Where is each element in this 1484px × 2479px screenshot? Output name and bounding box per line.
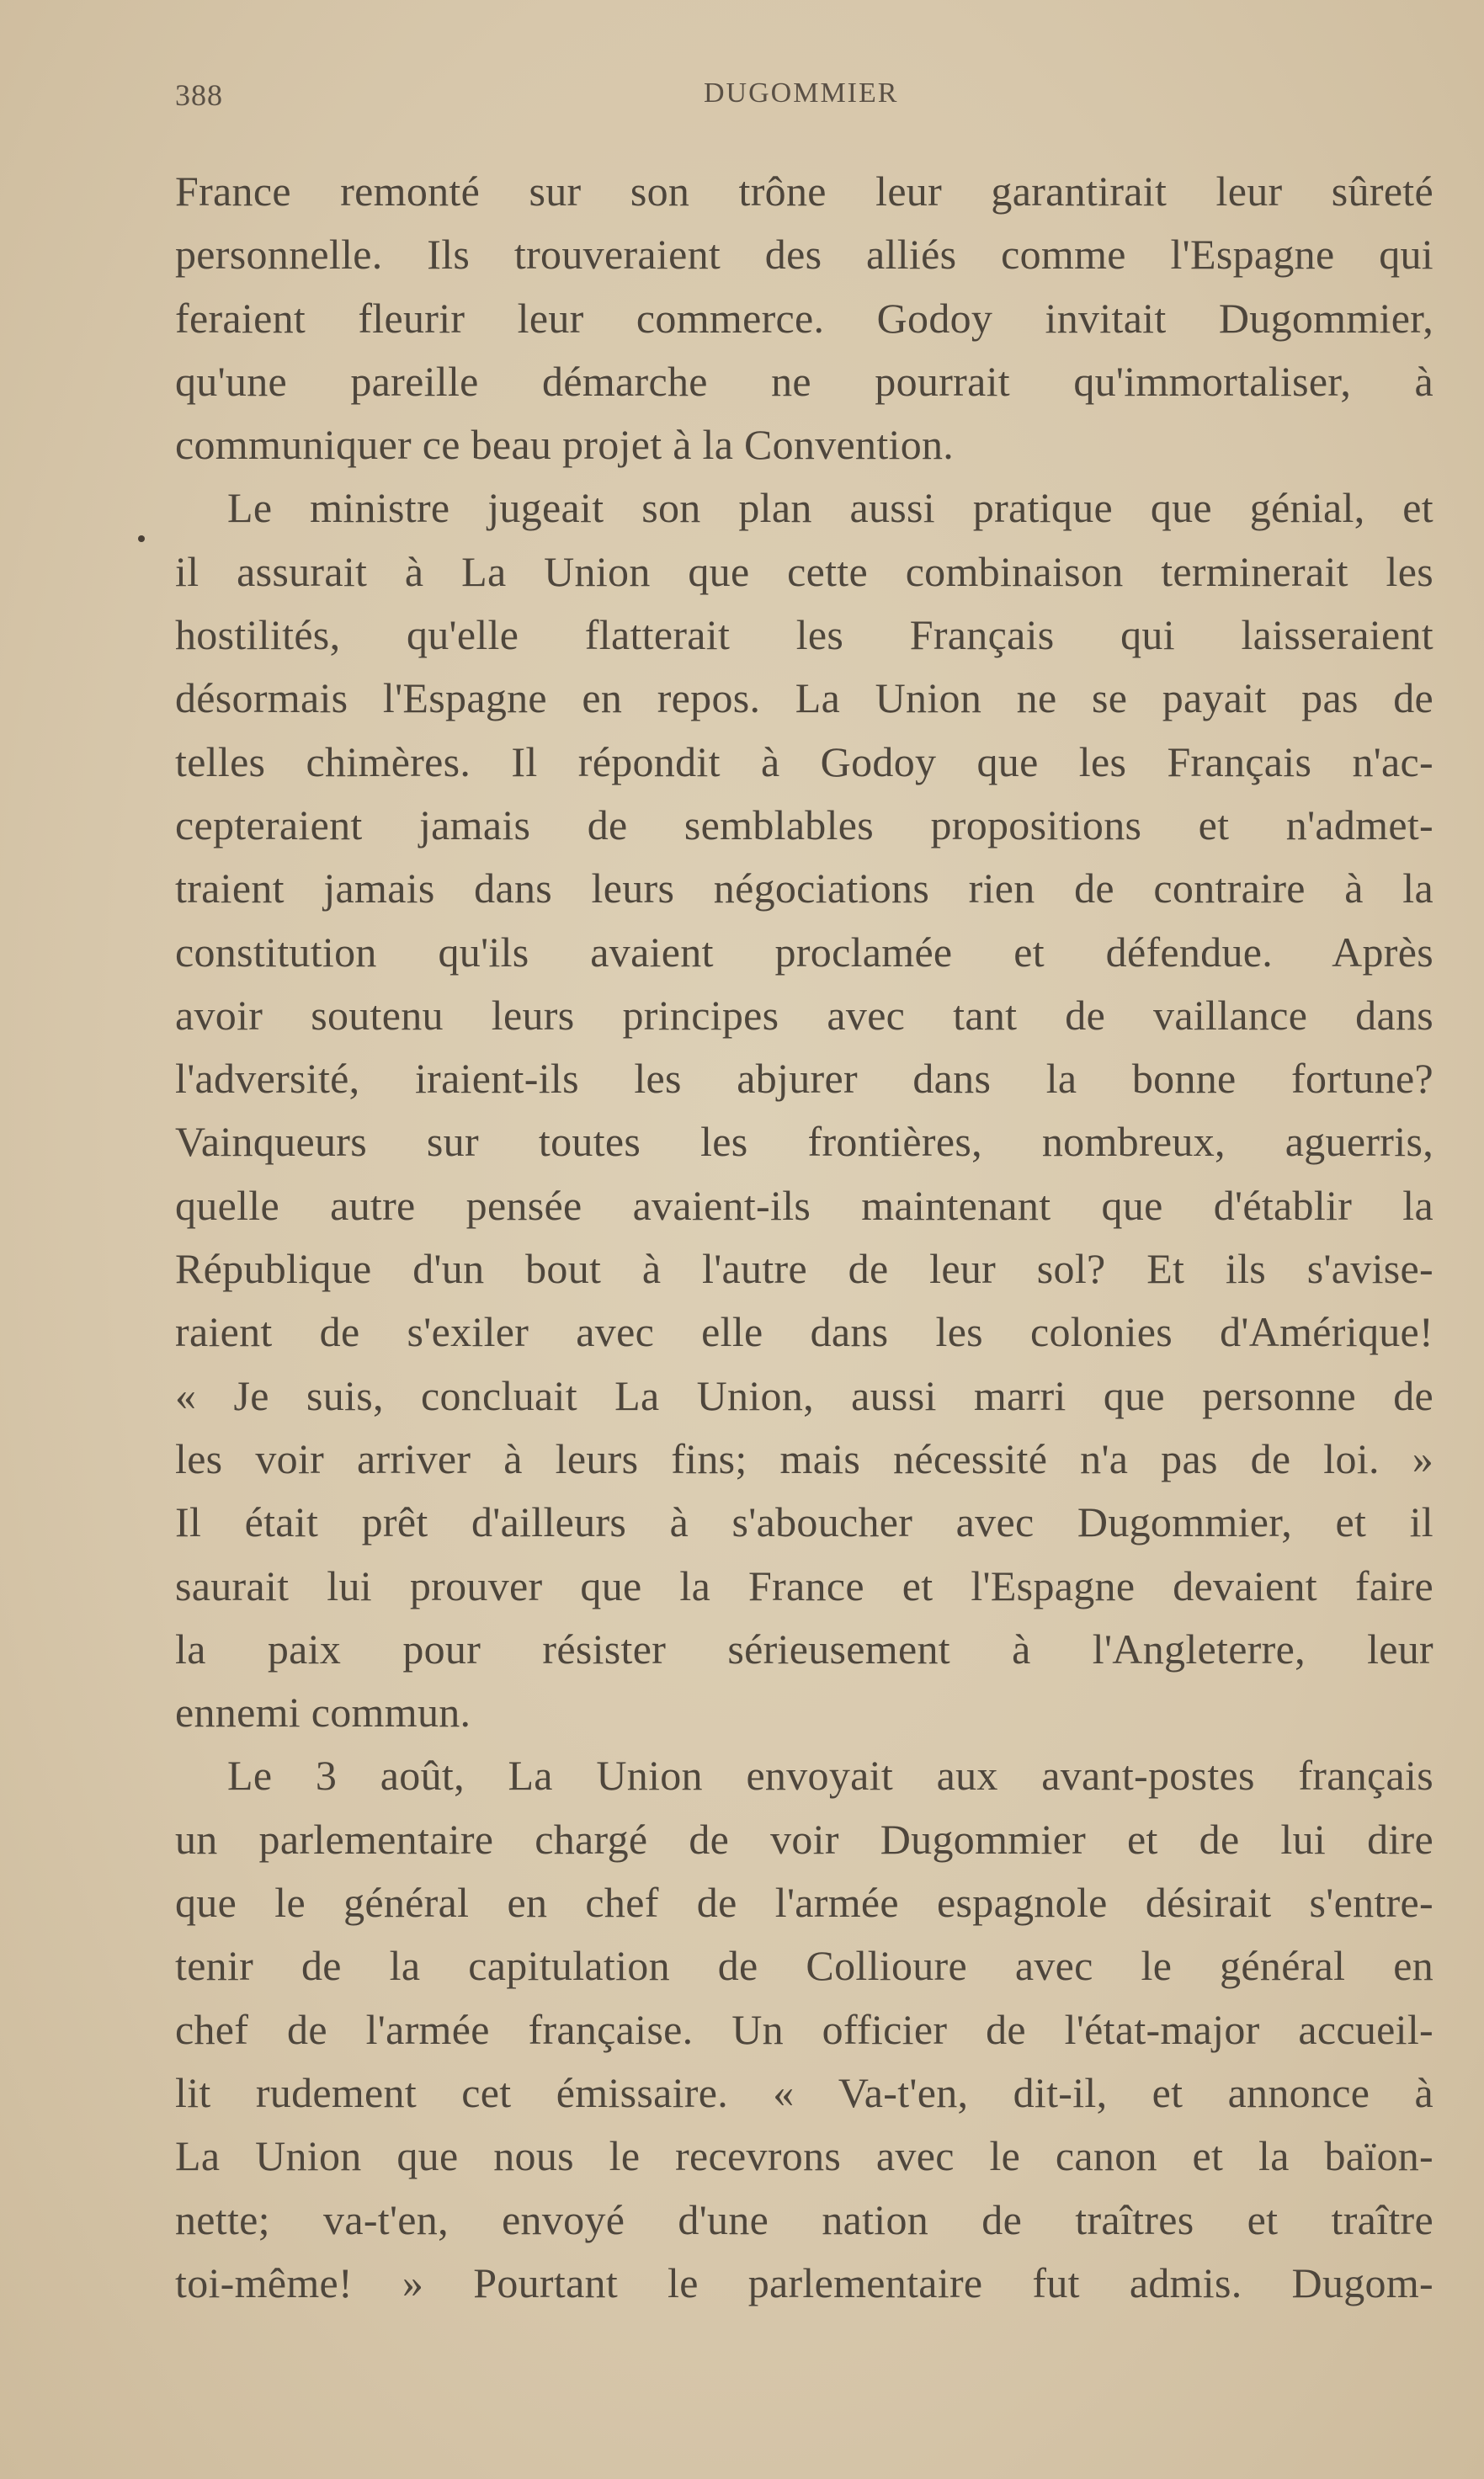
text-line: hostilités, qu'elle flatterait les Français qui laisseraient (175, 611, 1433, 659)
text-line: les voir arriver à leurs fins; mais nécessité n'a pas de loi. » (175, 1434, 1433, 1482)
text-line: La Union que nous le recevrons avec le canon et la baïon- (175, 2132, 1433, 2180)
text-line: nette; va-t'en, envoyé d'une nation de traîtres et traître (175, 2195, 1433, 2243)
text-line: traient jamais dans leurs négociations rien de contraire à la (175, 864, 1433, 912)
text-line: la paix pour résister sérieusement à l'Angleterre, leur (175, 1625, 1433, 1673)
text-line: Le ministre jugeait son plan aussi pratique que génial, et (227, 484, 1433, 532)
text-line: feraient fleurir leur commerce. Godoy invitait Dugommier, (175, 294, 1433, 342)
text-line: désormais l'Espagne en repos. La Union ne se payait pas de (175, 674, 1433, 722)
body-text (175, 160, 1433, 2315)
text-line: communiquer ce beau projet à la Convention. (175, 421, 955, 469)
text-line: France remonté sur son trône leur garantirait leur sûreté (175, 168, 1433, 215)
text-line: Vainqueurs sur toutes les frontières, nombreux, aguerris, (175, 1118, 1433, 1166)
text-line: République d'un bout à l'autre de leur sol? Et ils s'avise- (175, 1245, 1433, 1293)
text-line: « Je suis, concluait La Union, aussi marri que personne de (175, 1371, 1433, 1419)
text-line: raient de s'exiler avec elle dans les colonies d'Amérique! (175, 1308, 1433, 1356)
text-line: qu'une pareille démarche ne pourrait qu'immortaliser, à (175, 357, 1433, 405)
text-line: quelle autre pensée avaient-ils maintenant que d'établir la (175, 1181, 1433, 1229)
text-line: personnelle. Ils trouveraient des alliés comme l'Espagne qui (175, 231, 1433, 279)
text-line: un parlementaire chargé de voir Dugommier et de lui dire (175, 1815, 1433, 1863)
running-title: DUGOMMIER (704, 77, 899, 109)
text-line: que le général en chef de l'armée espagnole désirait s'entre- (175, 1879, 1433, 1927)
ink-speck (138, 535, 145, 542)
text-line: avoir soutenu leurs principes avec tant de vaillance dans (175, 991, 1433, 1039)
text-line: l'adversité, iraient-ils les abjurer dans la bonne fortune? (175, 1055, 1433, 1103)
text-line: il assurait à La Union que cette combinaison terminerait les (175, 547, 1433, 595)
text-line: telles chimères. Il répondit à Godoy que les Français n'ac- (175, 737, 1433, 785)
text-line: constitution qu'ils avaient proclamée et défendue. Après (175, 928, 1433, 976)
text-line: lit rudement cet émissaire. « Va-t'en, dit-il, et annonce à (175, 2068, 1433, 2116)
text-line: chef de l'armée française. Un officier de l'état-major accueil- (175, 2005, 1433, 2053)
text-line: Il était prêt d'ailleurs à s'aboucher avec Dugommier, et il (175, 1498, 1433, 1546)
text-line: cepteraient jamais de semblables propositions et n'admet- (175, 801, 1433, 848)
text-line: toi-même! » Pourtant le parlementaire fut admis. Dugom- (175, 2258, 1433, 2306)
text-line: saurait lui prouver que la France et l'Espagne devaient faire (175, 1561, 1433, 1609)
text-line: ennemi commun. (175, 1689, 471, 1737)
page-header (175, 77, 1433, 118)
text-line: Le 3 août, La Union envoyait aux avant-postes français (227, 1752, 1433, 1800)
text-line: tenir de la capitulation de Collioure avec le général en (175, 1942, 1433, 1990)
page-number: 388 (175, 78, 223, 112)
